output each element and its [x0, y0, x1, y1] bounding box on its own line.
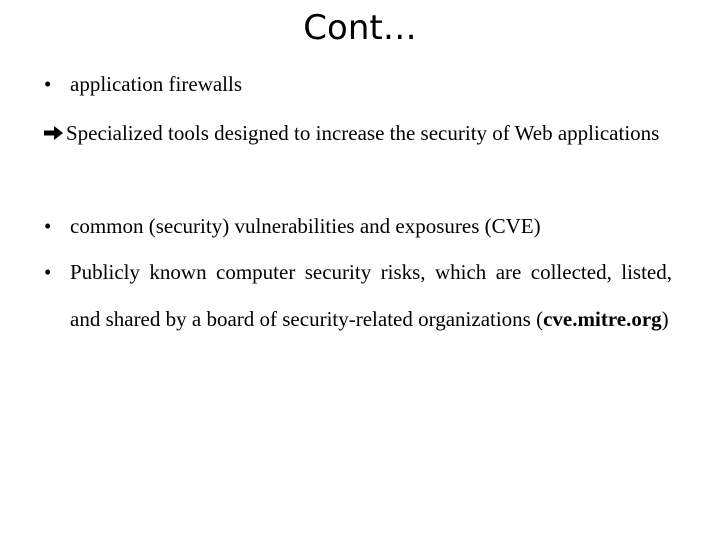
bullet-paragraph-close: ) [661, 307, 669, 331]
bullet-dot: • [44, 72, 52, 96]
arrow-paragraph [44, 108, 672, 158]
bullet-text: common (security) vulnerabilities and exposures (CVE) [70, 214, 541, 238]
bullet-text: application firewalls [70, 72, 243, 96]
bullet-publicly-known [44, 249, 672, 343]
right-arrow-icon [44, 125, 64, 141]
cve-mitre-link-text: cve.mitre.org [543, 307, 662, 331]
bullet-paragraph-body: Publicly known computer security risks, which are collected, listed, and shared by a board of security-related organizations ( [70, 260, 672, 331]
arrow-paragraph-text: Specialized tools designed to increase the security of Web applications [66, 121, 660, 145]
bullet-dot: • [44, 214, 52, 238]
bullet-dot: • [44, 260, 52, 284]
bullet-cve [44, 213, 541, 239]
slide-title: Cont… [303, 8, 417, 48]
bullet-application-firewalls [44, 71, 242, 97]
bullet-paragraph-text [70, 249, 672, 343]
